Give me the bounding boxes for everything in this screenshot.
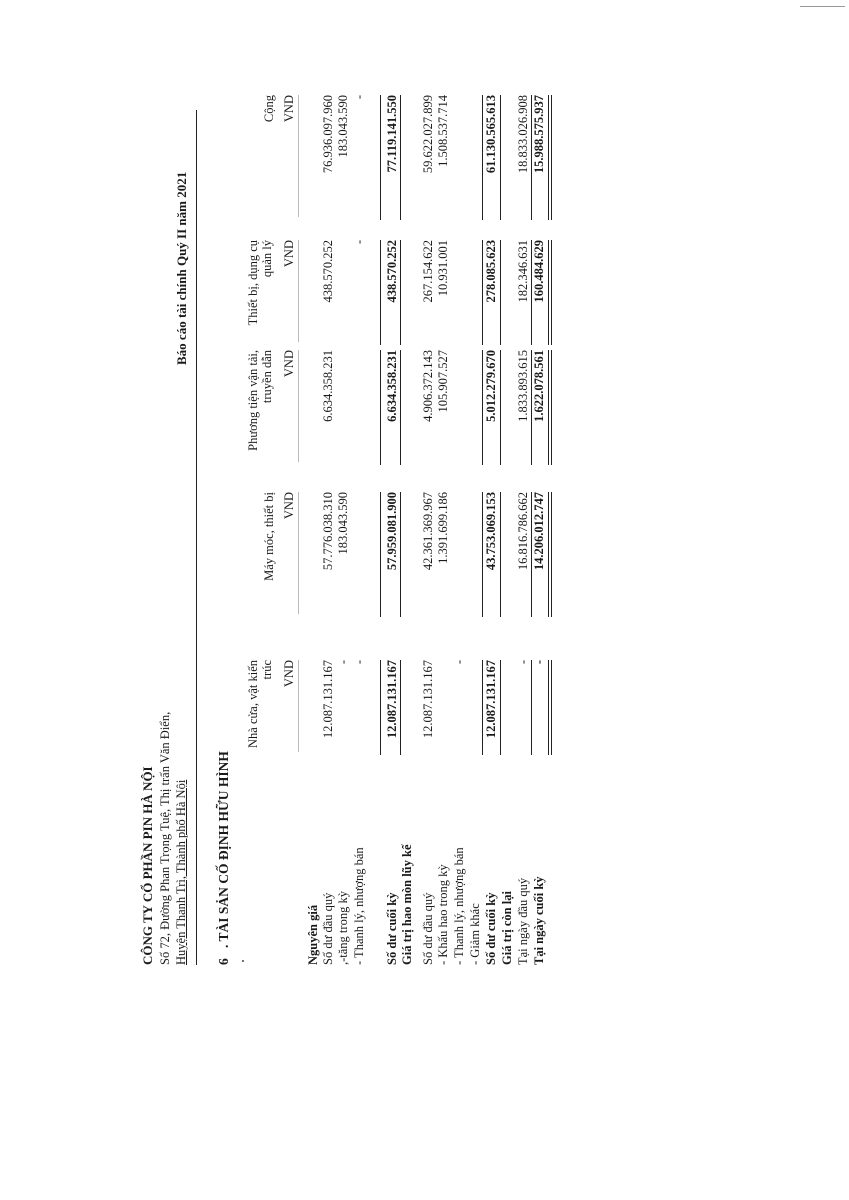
- row-label: Giá trị còn lại: [500, 891, 514, 965]
- total-rule-bottom: [400, 660, 401, 755]
- table-cell: 1.622.078.561: [532, 350, 546, 422]
- section-number: 6: [216, 958, 231, 965]
- table-cell: -: [336, 660, 350, 665]
- table-cell: 278.085.623: [484, 240, 498, 303]
- subtotal-rule: [531, 350, 532, 465]
- column-header: Thiết bị, dụng cụ quản lý: [246, 240, 274, 326]
- company-address-line1: Số 72, Đường Phan Trọng Tuệ, Thị trấn Văn Điển,: [158, 711, 172, 965]
- unit-underline: [298, 240, 299, 342]
- column-header: Cộng: [262, 95, 276, 123]
- row-label: ,-tăng trong kỳ: [336, 891, 350, 965]
- table-cell: -: [352, 95, 366, 100]
- grand-total-double-rule: [548, 492, 552, 617]
- unit-underline: [298, 350, 299, 462]
- total-rule-top: [380, 660, 381, 755]
- grand-total-double-rule: [548, 240, 552, 345]
- table-cell: 183.043.590: [336, 492, 350, 555]
- table-cell: 76.936.097.960: [321, 95, 335, 174]
- table-cell: 267.154.622: [421, 240, 435, 303]
- subtotal-rule: [531, 492, 532, 617]
- table-cell: 6.634.358.231: [385, 350, 399, 422]
- table-cell: 12.087.131.167: [421, 660, 435, 739]
- total-rule-bottom: [500, 492, 501, 617]
- table-cell: 43.753.069.153: [484, 492, 498, 571]
- row-label: Tại ngày đầu quý: [516, 877, 530, 965]
- table-cell: 5.012.279.670: [484, 350, 498, 422]
- unit-underline: [298, 492, 299, 614]
- unit-underline: [298, 95, 299, 217]
- table-cell: 4.906.372.143: [421, 350, 435, 422]
- total-rule-bottom: [500, 240, 501, 345]
- subtotal-rule: [531, 660, 532, 755]
- row-label: Số dư cuối kỳ: [385, 892, 399, 965]
- row-label: - Khấu hao trong kỳ: [436, 864, 450, 965]
- column-header: Máy móc, thiết bị: [262, 492, 276, 581]
- table-cell: 12.087.131.167: [321, 660, 335, 739]
- grand-total-double-rule: [548, 660, 552, 755]
- total-rule-top: [482, 660, 483, 755]
- row-label: Giá trị hao mòn lũy kế: [400, 844, 414, 965]
- column-unit: VND: [282, 492, 296, 520]
- total-rule-bottom: [400, 240, 401, 345]
- table-cell: 18.833.026.908: [516, 95, 530, 174]
- row-label: Số dư đầu quý: [321, 892, 335, 965]
- row-label: Nguyên giá: [306, 904, 320, 965]
- table-cell: 15.988.575.937: [532, 95, 546, 174]
- column-unit: VND: [282, 660, 296, 688]
- report-title: Báo cáo tài chính Quý II năm 2021: [174, 171, 189, 365]
- total-rule-top: [380, 350, 381, 465]
- table-cell: 438.570.252: [321, 240, 335, 303]
- total-rule-bottom: [400, 95, 401, 220]
- table-cell: 16.816.786.662: [516, 492, 530, 571]
- company-address-line2: Huyện Thanh Trì, Thành phố Hà Nội: [174, 779, 188, 965]
- row-label: - Thanh lý, nhượng bán: [452, 847, 466, 965]
- table-cell: 14.206.012.747: [532, 492, 546, 571]
- column-unit: VND: [282, 240, 296, 268]
- total-rule-top: [482, 95, 483, 220]
- table-cell: -: [516, 660, 530, 665]
- total-rule-top: [380, 240, 381, 345]
- total-rule-top: [380, 95, 381, 220]
- table-cell: 6.634.358.231: [321, 350, 335, 422]
- row-label: - Thanh lý, nhượng bán: [352, 847, 366, 965]
- column-unit: VND: [282, 95, 296, 123]
- total-rule-bottom: [500, 350, 501, 465]
- table-cell: 183.043.590: [336, 95, 350, 158]
- table-cell: 42.361.369.967: [421, 492, 435, 571]
- table-cell: 160.484.629: [532, 240, 546, 303]
- table-cell: 59.622.027.899: [421, 95, 435, 174]
- column-header: Nhà cửa, vật kiến trúc: [246, 660, 274, 748]
- table-cell: -: [452, 660, 466, 665]
- table-cell: 10.931.001: [436, 240, 450, 297]
- total-rule-bottom: [500, 95, 501, 220]
- table-cell: 105.907.527: [436, 350, 450, 413]
- table-cell: 1.391.699.186: [436, 492, 450, 564]
- table-cell: 57.959.081.900: [385, 492, 399, 571]
- subtotal-rule: [531, 240, 532, 345]
- row-label: Tại ngày cuối kỳ: [532, 876, 546, 965]
- total-rule-top: [482, 492, 483, 617]
- table-cell: -: [352, 660, 366, 665]
- total-rule-top: [380, 492, 381, 617]
- table-cell: -: [352, 240, 366, 245]
- total-rule-bottom: [500, 660, 501, 755]
- table-cell: 12.087.131.167: [385, 660, 399, 739]
- company-name: CÔNG TY CỔ PHẦN PIN HÀ NỘI: [140, 766, 155, 965]
- table-cell: 12.087.131.167: [484, 660, 498, 739]
- table-cell: 438.570.252: [385, 240, 399, 303]
- table-cell: 77.119.141.550: [385, 95, 399, 173]
- table-cell: -: [532, 660, 546, 665]
- row-label: Số dư cuối kỳ: [484, 892, 498, 965]
- row-label: Số dư đầu quý: [421, 892, 435, 965]
- grand-total-double-rule: [548, 95, 552, 220]
- total-rule-top: [482, 350, 483, 465]
- column-unit: VND: [282, 350, 296, 378]
- total-rule-bottom: [400, 492, 401, 617]
- total-rule-bottom: [400, 350, 401, 465]
- grand-total-double-rule: [548, 350, 552, 465]
- table-cell: 1.508.537.714: [436, 95, 450, 167]
- total-rule-top: [482, 240, 483, 345]
- table-cell: 61.130.565.613: [484, 95, 498, 174]
- table-cell: 1.833.893.615: [516, 350, 530, 422]
- scan-speck: [242, 960, 244, 962]
- header-divider: [196, 110, 197, 965]
- row-label: - Giảm khác: [468, 903, 482, 965]
- column-header: Phương tiện vận tải, truyền dẫn: [246, 350, 274, 451]
- section-title: . TÀI SẢN CỐ ĐỊNH HỮU HÌNH: [216, 751, 231, 948]
- subtotal-rule: [531, 95, 532, 220]
- table-cell: 57.776.038.310: [321, 492, 335, 571]
- unit-underline: [298, 660, 299, 752]
- table-cell: 182.346.631: [516, 240, 530, 303]
